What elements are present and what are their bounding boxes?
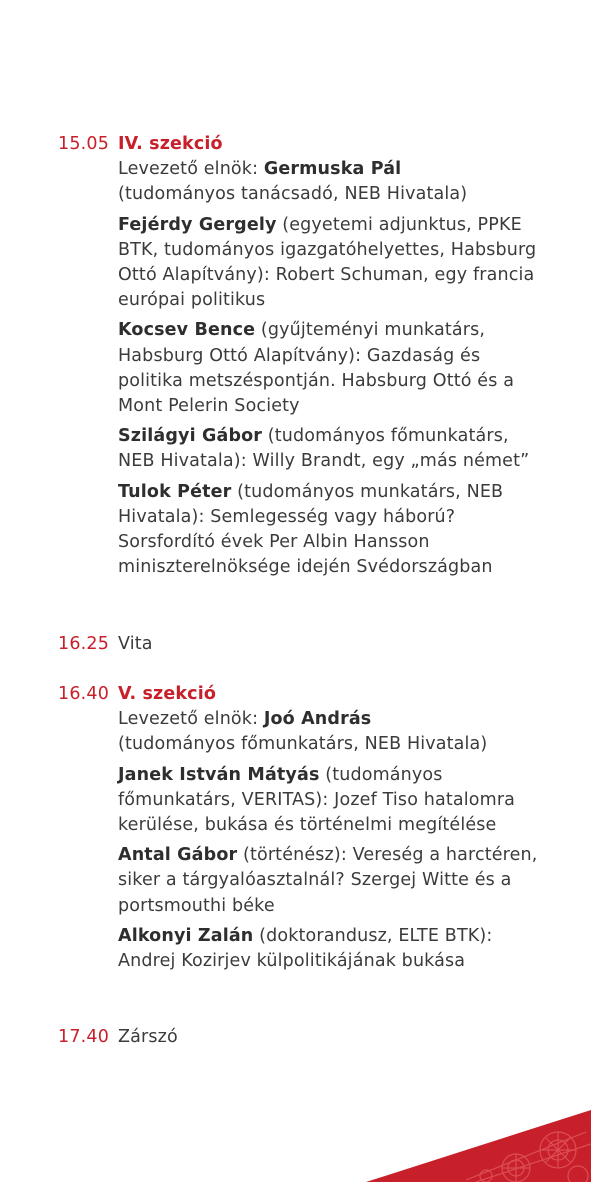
- session-chair: [118, 157, 538, 207]
- session-title: V. szekció: [118, 684, 217, 704]
- chair-role: (tudományos tanácsadó, NEB Hivatala): [118, 184, 468, 205]
- talk-speaker: Fejérdy Gergely: [118, 214, 277, 235]
- session-time: 15.05: [58, 134, 110, 154]
- session-chair: [118, 707, 538, 757]
- event-time: 16.25: [58, 634, 110, 654]
- talk-speaker: Kocsev Bence: [118, 320, 256, 341]
- talk-text: (doktorandusz, ELTE BTK): Andrej Kozirjev külpolitikájának bukása: [118, 925, 493, 972]
- talk-item: [118, 424, 538, 474]
- talk-item: [118, 318, 538, 419]
- talk-item: [118, 763, 538, 839]
- talk-text: (gyűjteményi munkatárs, Habsburg Ottó Alapítvány): Gazdaság és politika metszéspontján. Habsburg Ottó és a Mont Pelerin Society: [118, 320, 515, 417]
- talk-speaker: Janek István Mátyás: [118, 764, 320, 785]
- talk-item: [118, 480, 538, 581]
- session-content: [118, 132, 538, 585]
- talk-text: (történész): Vereség a harctéren, siker a tárgyalóasztalnál? Szergej Witte és a portsmouthi béke: [118, 845, 538, 916]
- session-content: [118, 682, 538, 979]
- chair-name: Germuska Pál: [263, 159, 402, 180]
- talk-text: (tudományos főmunkatárs, VERITAS): Jozef Tiso hatalomra kerülése, bukása és történelmi megítélése: [118, 764, 516, 836]
- talk-item: [118, 213, 538, 314]
- session-title: IV. szekció: [118, 134, 223, 154]
- talk-speaker: Antal Gábor: [118, 845, 238, 866]
- gear-pattern-icon: [366, 1110, 591, 1182]
- talk-text: (tudományos főmunkatárs, NEB Hivatala): Willy Brandt, egy „más német”: [118, 426, 530, 472]
- chair-name: Joó András: [263, 709, 372, 730]
- chair-prefix: Levezető elnök:: [118, 159, 264, 180]
- talk-item: [118, 843, 538, 919]
- talk-speaker: Alkonyi Zalán: [118, 925, 254, 946]
- talk-text: (tudományos munkatárs, NEB Hivatala): Semlegesség vagy háború? Sorsfordító évek Per Albin Hansson miniszterelnöksége idején Svédországban: [118, 481, 504, 578]
- talk-item: [118, 924, 538, 974]
- talk-text: (egyetemi adjunktus, PPKE BTK, tudományos igazgatóhelyettes, Habsburg Ottó Alapítvány): Robert Schuman, egy francia európai politikus: [118, 214, 537, 311]
- session-time: 16.40: [58, 684, 110, 704]
- talk-speaker: Tulok Péter: [118, 481, 232, 502]
- event-label: Vita: [118, 634, 153, 654]
- chair-prefix: Levezető elnök:: [118, 709, 264, 730]
- talk-speaker: Szilágyi Gábor: [118, 426, 263, 447]
- chair-role: (tudományos főmunkatárs, NEB Hivatala): [118, 734, 488, 755]
- event-label: Zárszó: [118, 1027, 178, 1047]
- event-time: 17.40: [58, 1027, 110, 1047]
